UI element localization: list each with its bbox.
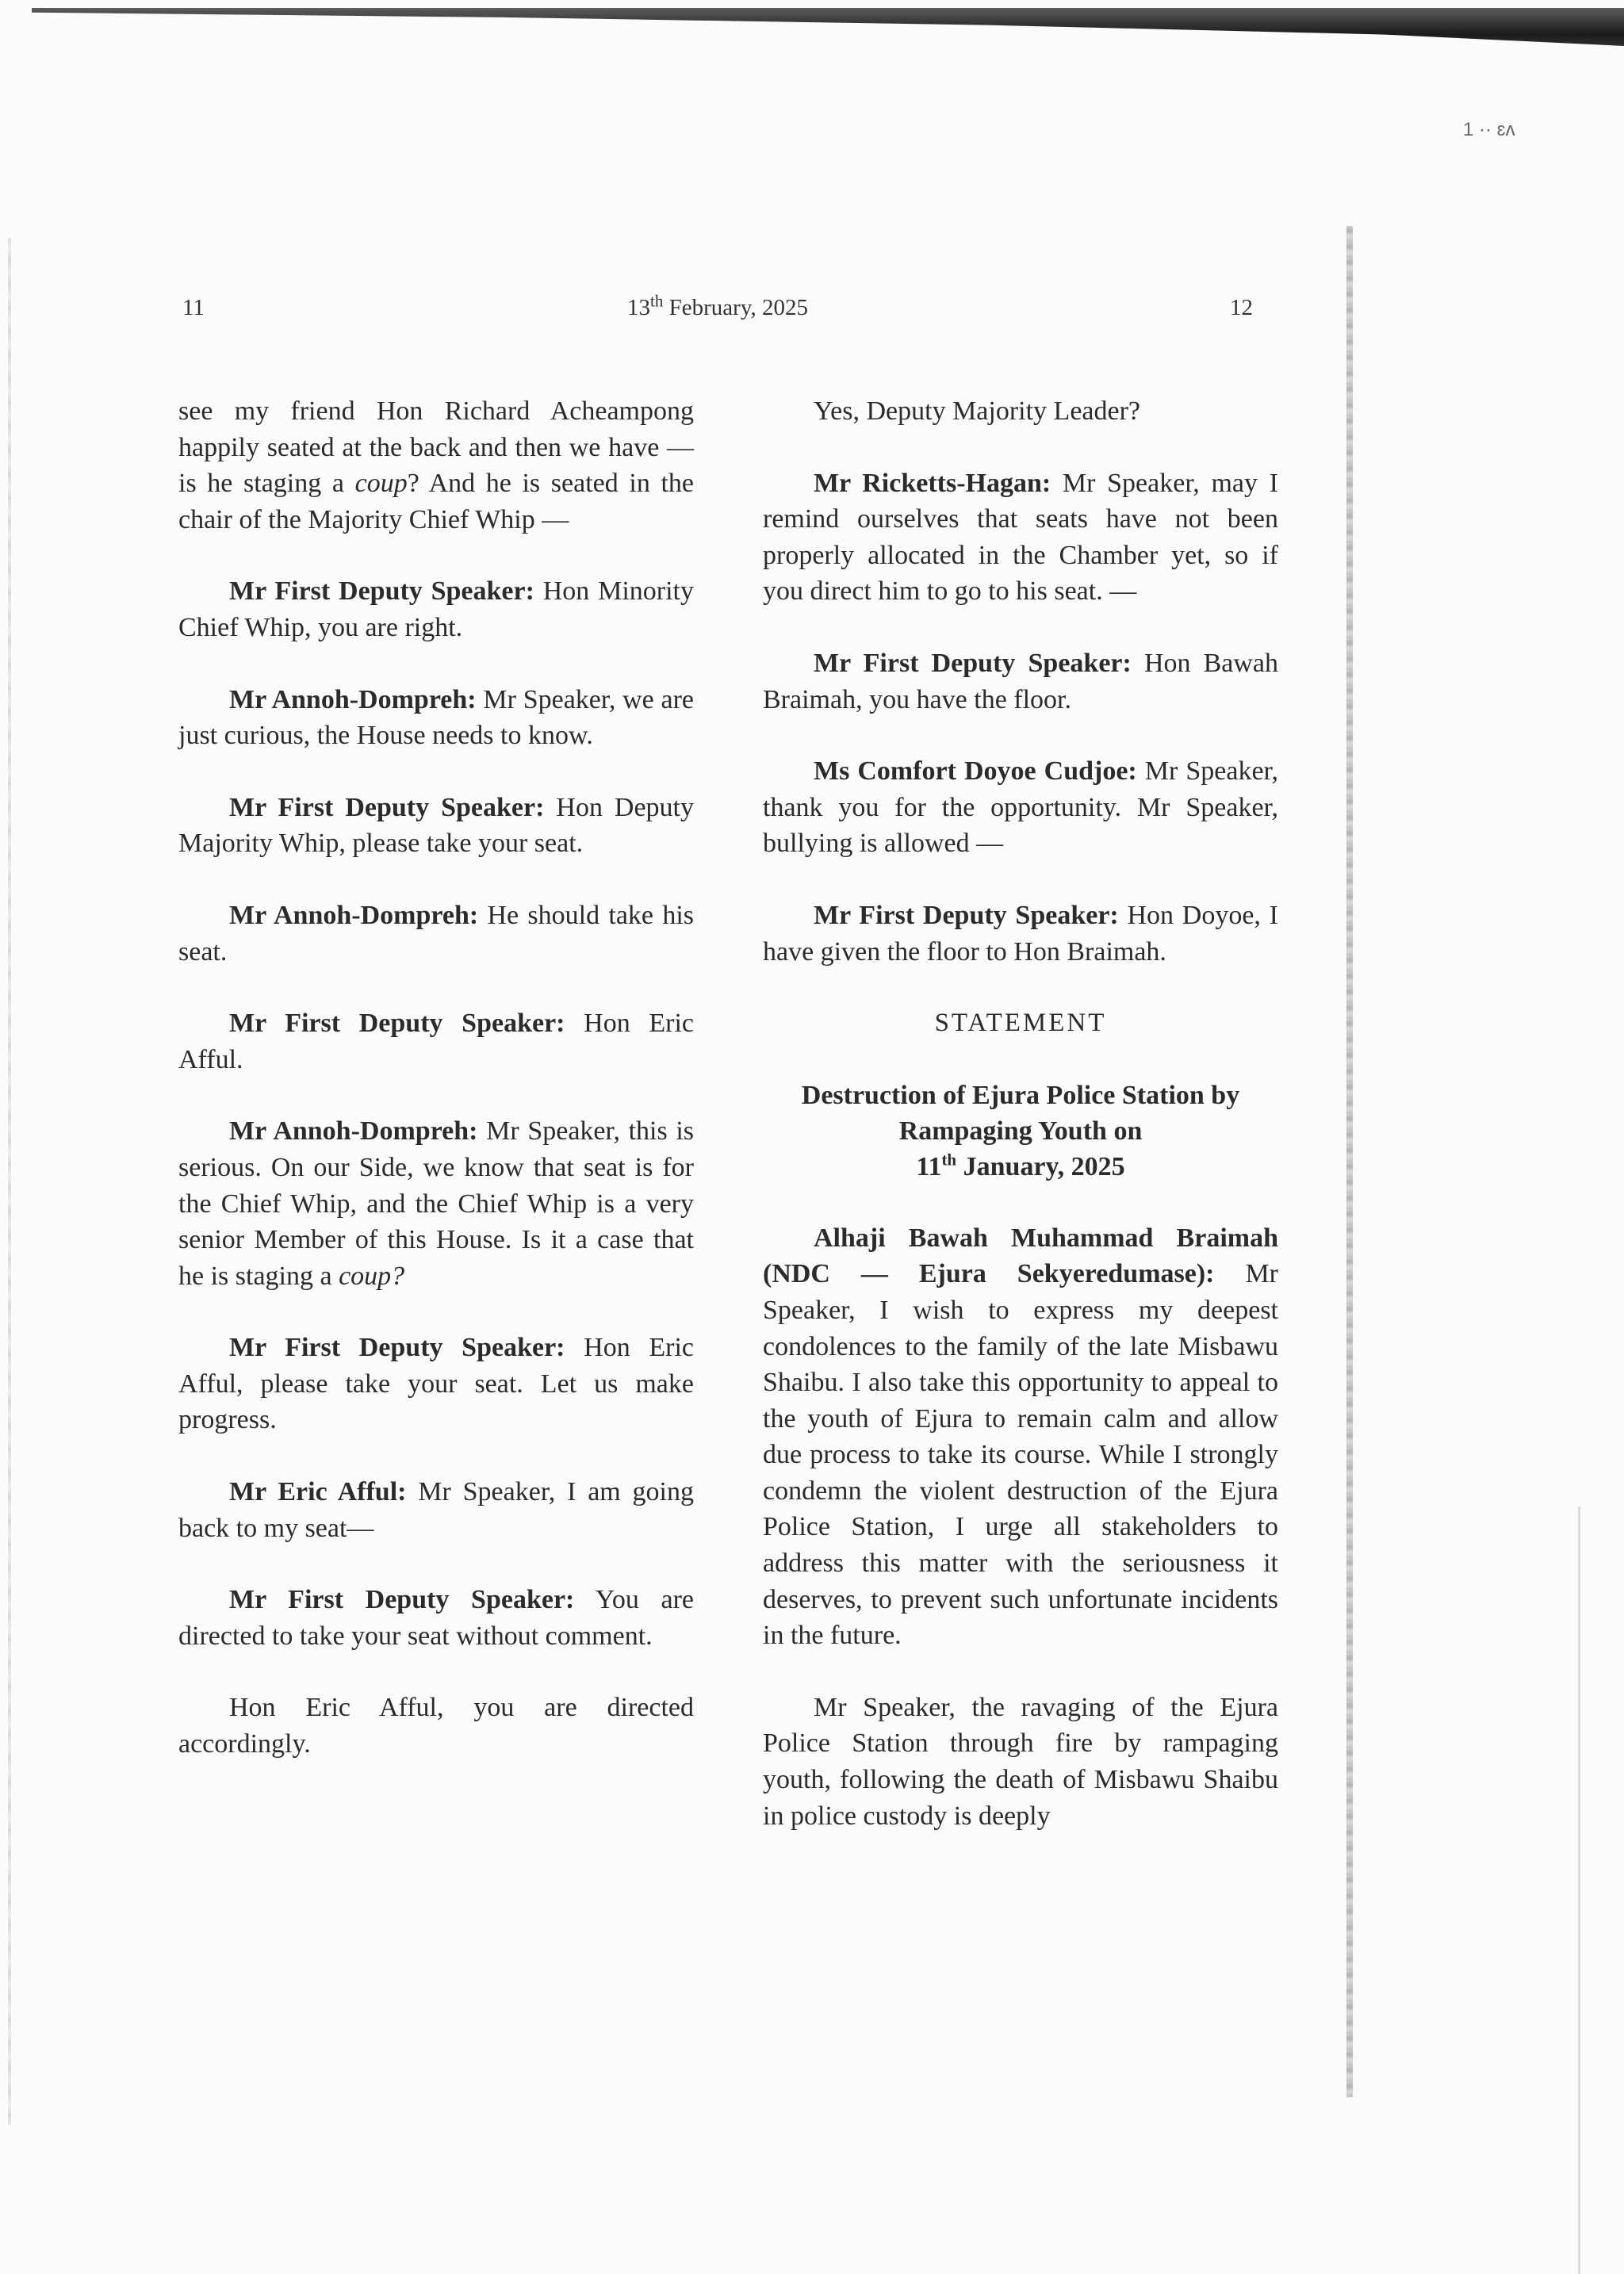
speaker-name: Mr First Deputy Speaker:: [814, 648, 1132, 678]
speaker-paragraph: Mr First Deputy Speaker: Hon Doyoe, I have given the floor to Hon Braimah.: [763, 900, 1278, 967]
left-page-number: 11: [182, 295, 205, 320]
page-header: [182, 291, 1253, 327]
speaker-paragraph: Mr Annoh-Dompreh: Mr Speaker, this is serious. On our Side, we know that seat is for the Chief Whip, and the Chief Whip is a very senior Member of this House. Is it a case that he is staging a coup?: [178, 1116, 695, 1291]
speaker-paragraph: Mr First Deputy Speaker: Hon Bawah Braimah, you have the floor.: [763, 648, 1279, 714]
scan-right-edge: [1346, 226, 1353, 2097]
paragraph: Yes, Deputy Majority Leader?: [814, 396, 1141, 426]
section-heading: STATEMENT: [934, 1009, 1107, 1038]
speaker-name: Mr First Deputy Speaker:: [814, 900, 1119, 930]
speaker-name: Mr First Deputy Speaker:: [229, 1585, 575, 1615]
speaker-name: Mr Annoh-Dompreh:: [229, 1116, 478, 1147]
speaker-paragraph: Mr First Deputy Speaker: Hon Eric Afful, please take your seat. Let us make progress.: [178, 1333, 694, 1435]
speaker-paragraph: Mr Annoh-Dompreh: He should take his seat.: [178, 900, 694, 967]
speaker-name: Mr Annoh-Dompreh:: [229, 900, 479, 930]
speaker-paragraph: Mr First Deputy Speaker: Hon Deputy Majority Whip, please take your seat.: [178, 792, 694, 859]
subject-heading: Destruction of Ejura Police Station by Rampaging Youth on 11th January, 2025: [801, 1080, 1240, 1181]
speaker-name: Mr Annoh-Dompreh:: [229, 684, 477, 714]
paragraph: Mr Speaker, the ravaging of the Ejura Police Station through fire by rampaging youth, following the death of Misbawu Shaibu in police custody is deeply: [763, 1692, 1278, 1831]
speaker-name: Mr Ricketts-Hagan:: [814, 468, 1051, 498]
speaker-name: Ms Comfort Doyoe Cudjoe:: [814, 756, 1137, 787]
speaker-name: Mr First Deputy Speaker:: [229, 792, 545, 822]
right-column: [763, 393, 1278, 1870]
right-page-number: 12: [1230, 295, 1253, 320]
speaker-name: Alhaji Bawah Muhammad Braimah (NDC — Ejura Sekyeredumase):: [763, 1223, 1278, 1289]
left-column: [178, 393, 694, 1798]
speaker-name: Mr First Deputy Speaker:: [229, 1009, 565, 1039]
sitting-date: 13th February, 2025: [627, 291, 808, 320]
speaker-paragraph: Mr Eric Afful: Mr Speaker, I am going back to my seat—: [178, 1477, 695, 1543]
scan-left-edge: [8, 238, 11, 2125]
paragraph: see my friend Hon Richard Acheampong happily seated at the back and then we have — is he staging a coup? And he is seated in the chair of the Majority Chief Whip —: [178, 396, 694, 534]
scan-fold-line: [1578, 1506, 1580, 2274]
speaker-paragraph: Mr First Deputy Speaker: Hon Eric Afful.: [178, 1009, 694, 1074]
speaker-name: Mr First Deputy Speaker:: [229, 1333, 565, 1363]
speaker-paragraph: Ms Comfort Doyoe Cudjoe: Mr Speaker, thank you for the opportunity. Mr Speaker, bullying is allowed —: [763, 756, 1279, 859]
speaker-paragraph: Mr First Deputy Speaker: You are directed to take your seat without comment.: [178, 1585, 694, 1651]
paragraph: Hon Eric Afful, you are directed accordingly.: [178, 1693, 694, 1759]
scan-top-border: [32, 8, 1624, 46]
speaker-paragraph: Mr Ricketts-Hagan: Mr Speaker, may I remind ourselves that seats have not been properly allocated in the Chamber yet, so if you direct him to go to his seat. —: [763, 468, 1278, 607]
speaker-name: Mr First Deputy Speaker:: [229, 576, 534, 607]
speaker-paragraph: Mr First Deputy Speaker: Hon Minority Chief Whip, you are right.: [178, 576, 694, 642]
speaker-name: Mr Eric Afful:: [229, 1477, 407, 1507]
speaker-paragraph: Alhaji Bawah Muhammad Braimah (NDC — Ejura Sekyeredumase): Mr Speaker, I wish to express my deepest condolences to the family of the late Misbawu Shaibu. I also take this opportunity to appeal to the youth of Ejura to remain calm and allow due process to take its course. While I strongly condemn the violent destruction of the Ejura Police Station, I urge all stakeholders to address this matter with the seriousness it deserves, to prevent such unfortunate incidents in the future.: [763, 1223, 1278, 1651]
margin-marks: 1 ·· ɛʌ: [1463, 119, 1515, 140]
speaker-paragraph: Mr Annoh-Dompreh: Mr Speaker, we are just curious, the House needs to know.: [178, 684, 694, 751]
